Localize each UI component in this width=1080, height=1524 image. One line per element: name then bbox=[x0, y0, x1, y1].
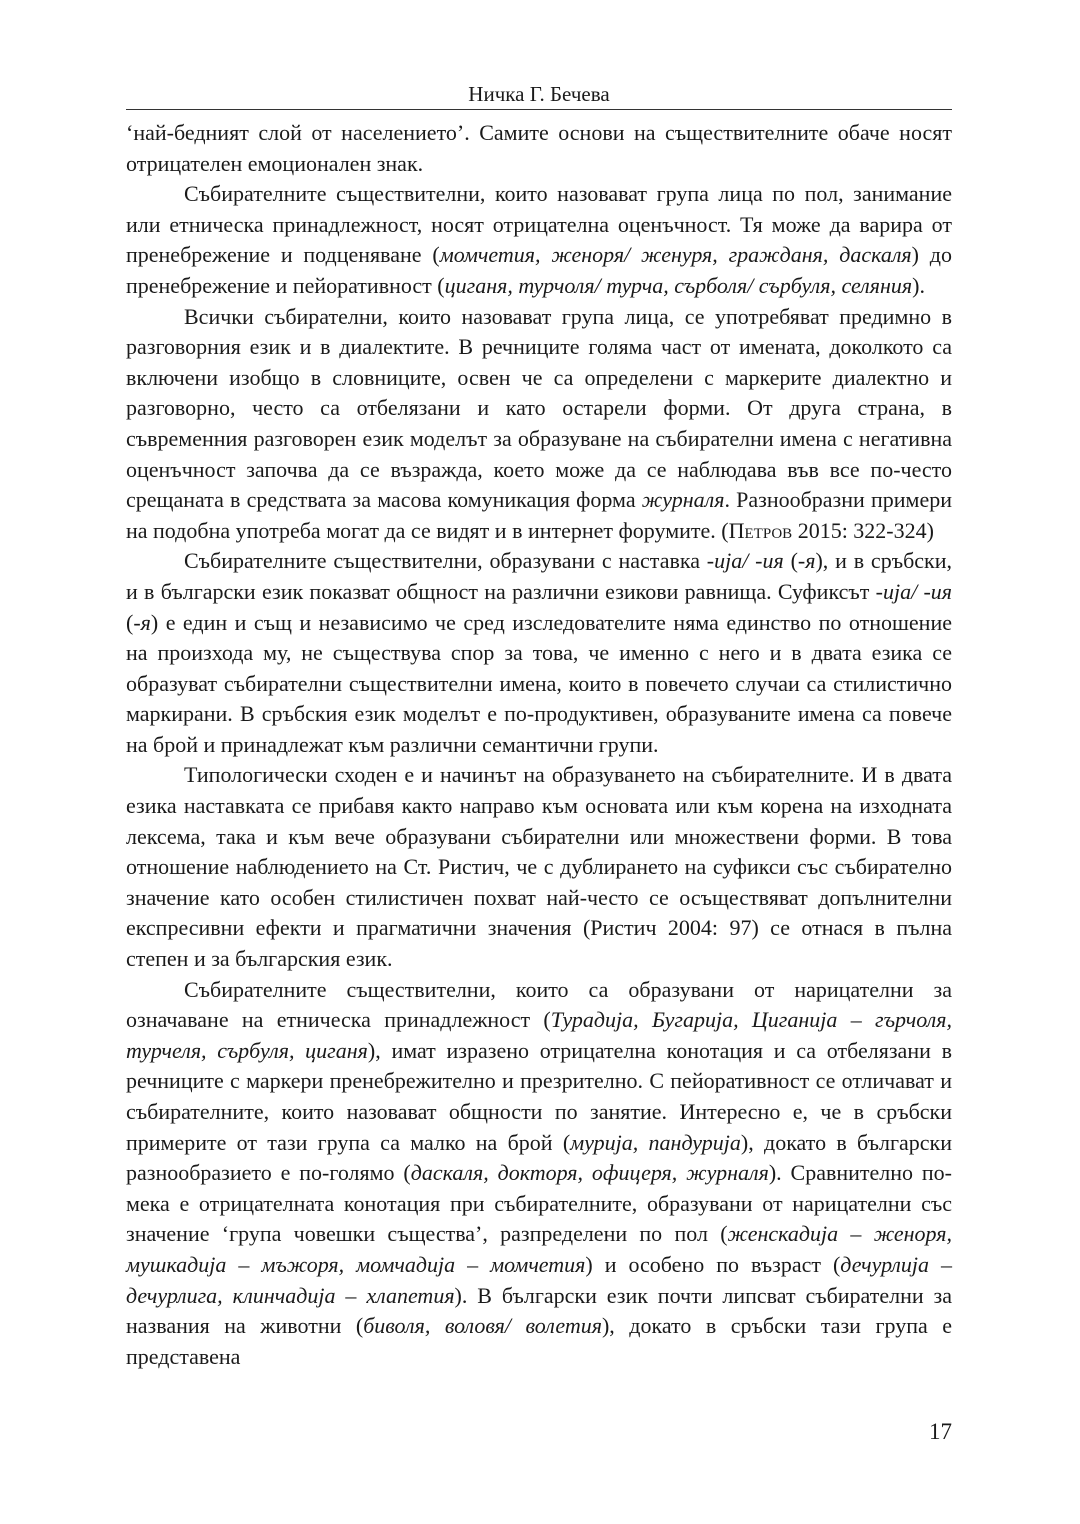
italic-term: циганя, турчоля/ турча, сърболя/ сърбуля, селяния bbox=[444, 272, 913, 298]
italic-term: Турадија, Бугарија, Циганија – гърчоля, турчеля, сърбуля, циганя bbox=[126, 1007, 952, 1063]
italic-term: -ија/ -ия bbox=[875, 578, 952, 604]
text-run: Събирателните съществителни, които назовават група лица по пол, занимание или етническа принадлежност, носят отрицателна оценъчност. Тя може да варира от пренебрежение и подценяване ( bbox=[126, 181, 952, 268]
text-run: Типологически сходен е и начинът на образуването на събирателните. И в двата езика наставката се прибавя както направо към основата или към корена на изходната лексема, така и към вече образувани събирателни или множествени форми. В това отношение наблюдението на Ст. Ристич, че с дублирането на суфикси със събирателно значение като особен стилистичен похват най-често се осъществяват допълнителни експресивни ефекти и прагматични значения (Ристич 2004: 97) се отнася в пълна степен и за българския език. bbox=[126, 762, 952, 972]
paragraph bbox=[126, 975, 952, 1373]
italic-term: -ија/ -ия bbox=[706, 548, 784, 574]
italic-term: -я bbox=[797, 548, 816, 574]
text-run: ), докато в сръбски тази група е представена bbox=[126, 1313, 953, 1369]
text-run: ), и в сръбски, и в български език показват общност на различни езикови равнища. Суфиксът bbox=[126, 548, 952, 604]
text-run: ) до пренебрежение и пейоративност ( bbox=[126, 242, 952, 298]
text-run: . Разнообразни примери на подобна употреба могат да се видят и в интернет форумите. ( bbox=[126, 487, 952, 543]
italic-term: мурија, пандурија bbox=[570, 1129, 741, 1155]
paragraph bbox=[126, 302, 952, 547]
text-run: ( bbox=[126, 609, 134, 635]
text-run: ), докато в български разнообразието е по-голямо ( bbox=[126, 1129, 953, 1186]
italic-term: женскадија – женоря, мушкадија – мъжоря, момчадија – момчетия bbox=[126, 1221, 952, 1277]
italic-term: -я bbox=[133, 609, 151, 635]
paragraph bbox=[126, 179, 952, 301]
header-author: Ничка Г. Бечева bbox=[468, 82, 610, 106]
body-text bbox=[126, 118, 952, 1372]
text-run: ). В български език почти липсват събирателни за названия на животни ( bbox=[126, 1282, 952, 1339]
italic-term: биволя, воловя/ волетия bbox=[363, 1313, 602, 1339]
paragraph bbox=[126, 546, 952, 760]
text-run: ‘най-бедният слой от населението’. Самите основи на съществителните обаче носят отрицателен емоционален знак. bbox=[126, 120, 952, 176]
citation-author: Петров bbox=[728, 517, 793, 543]
text-run: ) е един и същ и независимо че сред изследователите няма единство по отношение на произхода му, не съществува спор за това, че именно с него и в двата езика се образуват събирателни съществителни имена, които в повечето случаи са стилистично маркирани. В сръбския език моделът е по-продуктивен, образуваните имена са повече на брой и принадлежат към различни семантични групи. bbox=[126, 609, 952, 757]
text-run: Събирателните съществителни, образувани с наставка bbox=[184, 548, 707, 574]
text-run: ) и особено по възраст ( bbox=[585, 1251, 841, 1277]
page-number: 17 bbox=[929, 1419, 952, 1444]
running-header bbox=[126, 80, 952, 110]
text-run: ). bbox=[912, 272, 925, 298]
text-run: ). Сравнително по-мека е отрицателната конотация при събирателните, образувани от нарицателни със значение ‘група човешки същества’, разпределени по пол ( bbox=[126, 1160, 952, 1247]
text-run: ( bbox=[783, 548, 798, 574]
text-run: 2015: 322-324) bbox=[792, 517, 934, 543]
paragraph bbox=[126, 118, 952, 179]
italic-term: момчетия, женоря/ женуря, гражданя, даскаля bbox=[439, 242, 912, 268]
text-run: ), имат изразено отрицателна конотация и са отбелязани в речниците с маркери пренебрежително и презрително. С пейоративност се отличават и събирателните, които назовават общности по занятие. Интересно е, че в сръбски примерите от тази група са малко на брой ( bbox=[126, 1037, 952, 1155]
italic-term: журналя bbox=[641, 487, 725, 513]
italic-term: даскаля, докторя, офицеря, журналя bbox=[410, 1160, 769, 1186]
text-run: Събирателните съществителни, които са образувани от нарицателни за означаване на етническа принадлежност ( bbox=[126, 976, 952, 1033]
italic-term: дечурлија – дечурлига, клинчадија – хлапетия bbox=[126, 1251, 952, 1308]
text-run: Всички събирателни, които назовават група лица, се употребяват предимно в разговорния език и в диалектите. В речниците голяма част от имената, доколкото са включени изобщо в словниците, освен че са определени с маркерите диалектно и разговорно, често са отбелязани и като остарели форми. От друга страна, в съвременния разговорен език моделът за образуване на събирателни имена с негативна оценъчност започва да се възражда, което може да се наблюдава във все по-често срещаната в средствата за масова комуникация форма bbox=[126, 303, 952, 513]
paragraph bbox=[126, 760, 952, 974]
